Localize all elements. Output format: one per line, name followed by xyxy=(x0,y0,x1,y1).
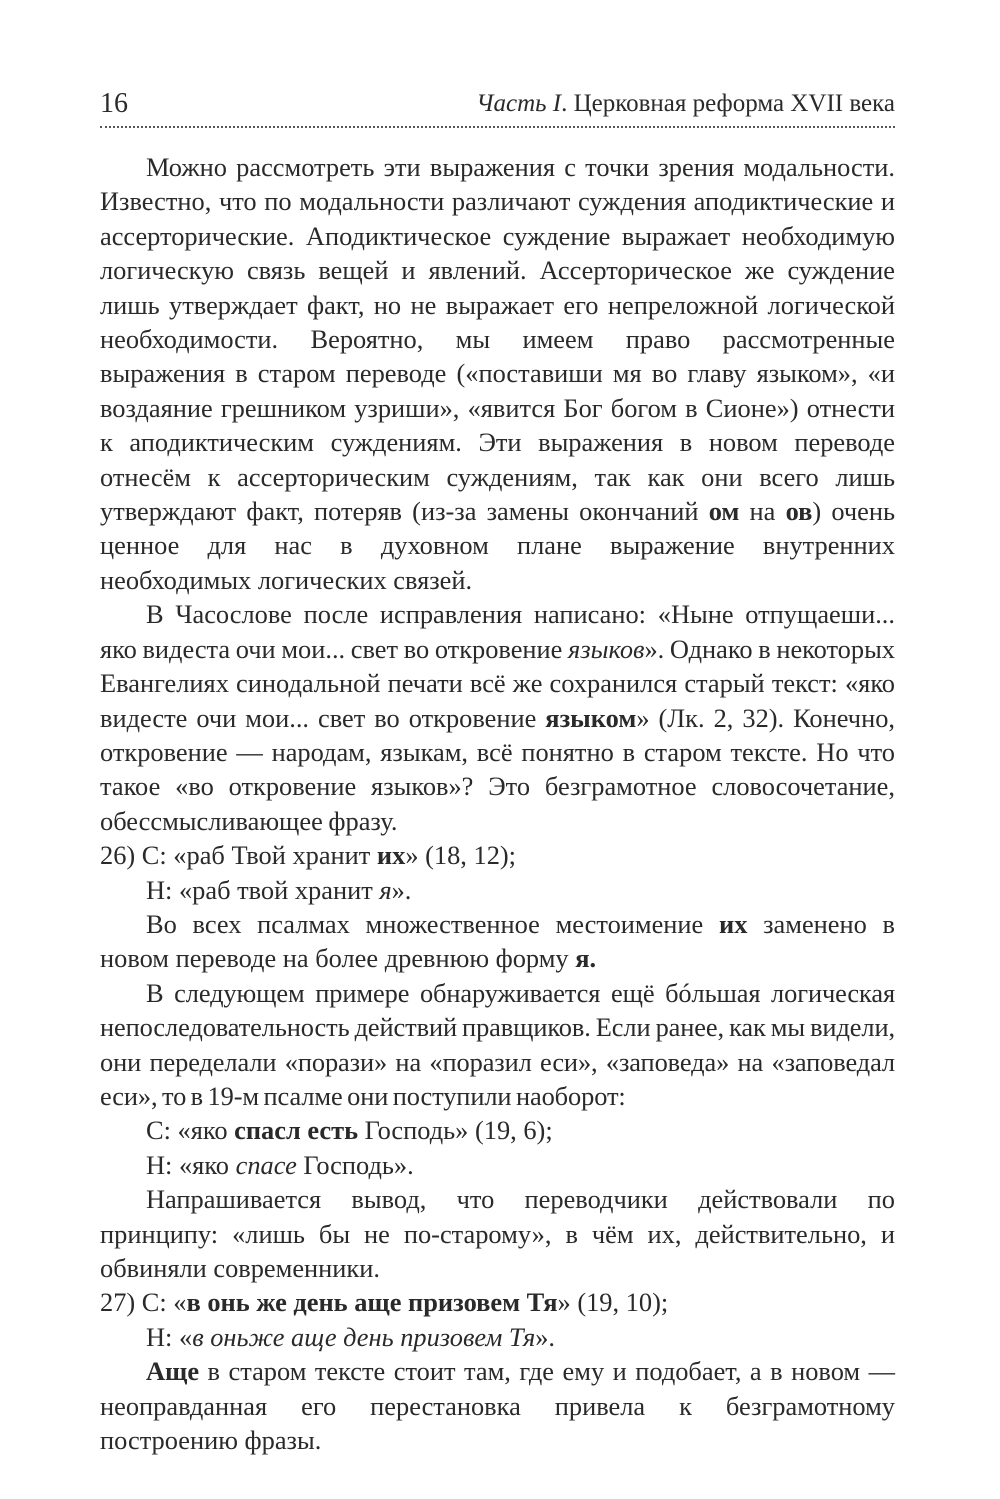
body-text xyxy=(100,150,895,1457)
paragraph: Н: «яко спасе Господь». xyxy=(146,1149,414,1180)
running-header xyxy=(100,84,895,128)
bold-term: в онь же день аще призовем Тя xyxy=(186,1287,558,1318)
paragraph: Н: «раб твой хранит я». xyxy=(146,874,412,905)
bold-term: языком xyxy=(545,702,637,733)
part-label: Часть I xyxy=(476,90,562,117)
bold-term: Аще xyxy=(146,1356,200,1387)
italic-term: я xyxy=(379,874,392,905)
paragraph: 26) С: «раб Твой хранит их» (18, 12); xyxy=(100,840,517,871)
paragraph: В следующем примере обнаруживается ещё бóльшая логическая непоследовательность действий правщиков. Если ранее, как мы видели, они переделали «порази» на «поразил еси», «заповеда» на «заповедал еси», то в 19-м псалме они поступили наоборот: xyxy=(100,977,895,1111)
italic-term: спасе xyxy=(235,1149,297,1180)
running-title xyxy=(476,90,895,118)
paragraph: 27) С: «в онь же день аще призовем Тя» (19, 10); xyxy=(100,1287,669,1318)
bold-term: спасл есть xyxy=(234,1115,359,1146)
bold-term: ом xyxy=(708,496,740,527)
paragraph: Аще в старом тексте стоит там, где ему и подобает, а в новом — неоправданная его перестановка привела к безграмотному построению фразы. xyxy=(100,1356,895,1456)
bold-term: их xyxy=(718,908,748,939)
paragraph: Можно рассмотреть эти выражения с точки зрения модальности. Известно, что по модальности различают суждения аподиктические и ассерторические. Аподиктическое суждение выражает необходимую логическую связь вещей и явлений. Ассерторическое же суждение лишь утверждает факт, но не выражает его непреложной логической необходимости. Вероятно, мы имеем право рассмотренные выражения в старом переводе («поставиши мя во главу языком», «и воздаяние грешником узриши», «явится Бог богом в Сионе») отнести к аподиктическим суждениям. Эти выражения в новом переводе отнесём к ассерторическим суждениям, так как они всего лишь утверждают факт, потеряв (из-за замены окончаний ом на ов) очень ценное для нас в духовном плане выражение внутренних необходимых логических связей. xyxy=(100,152,895,595)
chapter-title: . Церковная реформа XVII века xyxy=(561,90,895,117)
paragraph: Напрашивается вывод, что переводчики действовали по принципу: «лишь бы не по-старому», в чём их, действительно, и обвиняли современники. xyxy=(100,1184,895,1283)
paragraph: В Часослове после исправления написано: «Ныне отпущаеши... яко видеста очи мои... свет во откровение языков». Однако в некоторых Евангелиях синодальной печати всё же сохранился старый текст: «яко видесте очи мои... свет во откровение языком» (Лк. 2, 32). Конечно, откровение — народам, языкам, всё понятно в старом тексте. Но что такое «во откровение языков»? Это безграмотное словосочетание, обессмысливающее фразу. xyxy=(100,599,895,836)
italic-term: языков xyxy=(568,633,645,664)
paragraph: Н: «в оньже аще день призовем Тя». xyxy=(146,1321,556,1352)
bold-term: я. xyxy=(575,943,597,974)
page-number: 16 xyxy=(100,88,128,119)
paragraph: Во всех псалмах множественное местоимение их заменено в новом переводе на более древнюю форму я. xyxy=(100,908,895,974)
bold-term: их xyxy=(376,840,406,871)
italic-term: в оньже аще день призовем Тя xyxy=(192,1321,536,1352)
paragraph: С: «яко спасл есть Господь» (19, 6); xyxy=(146,1115,553,1146)
bold-term: ов xyxy=(785,496,813,527)
